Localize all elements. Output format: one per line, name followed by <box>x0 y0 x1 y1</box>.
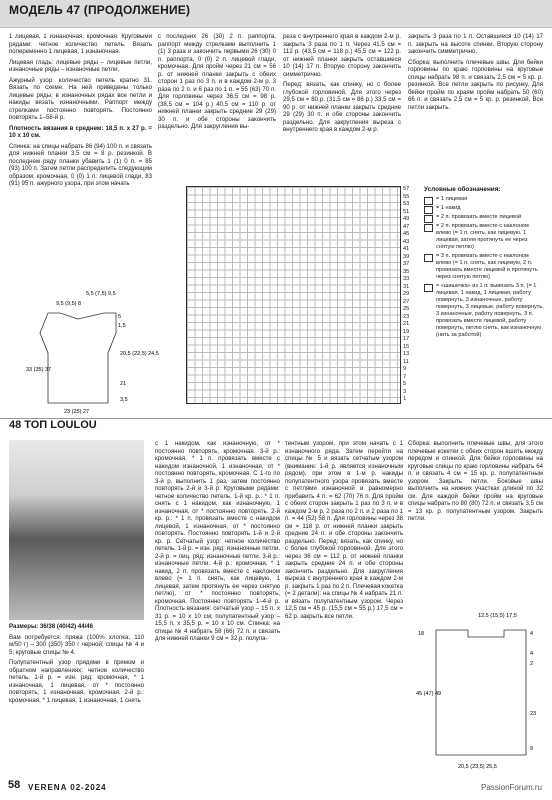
chart-row-number: 55 <box>403 193 410 200</box>
chart-row-number: 21 <box>403 321 410 327</box>
chart-row-number: 47 <box>403 223 410 230</box>
garment-outline <box>40 313 116 403</box>
paragraph: реза с внутреннего края в каждом 2-м р. закрыть 3 раза по 1 п. Через 41,5 см = 112 р. (43,5 см = 118 р.) 45,5 см = 122 р. от нижней планки закрыть оставшиеся 10 (14) 17 п. Вторую сторону закончить симметрично. <box>283 33 401 78</box>
chart-row-number: 15 <box>403 343 410 350</box>
paragraph: Полупатентный узор прядями в прямом и обратном направлениях: четное количество петель. 1-й р. = изн. ряд: кромочная, * 1 изнаночная, 1 лицевая, от * постоянно повторять, 1 изнаночная, кромочная. 2-й р.: кромочная, * 1 лицевая, 1 изнаночная, 1 снять <box>9 659 144 704</box>
chart-row-number: 51 <box>403 208 410 215</box>
chart-row-number: 33 <box>403 276 410 282</box>
legend-item: = 2 п. провязать вместе лицевой <box>424 214 544 221</box>
paragraph: тентным узором, при этом начать с 1 изнаночного ряда. Затем перейти на спицы № 5 и вязать сетчатым узором (внимание: 1-й р. является изнаночным рядом), при этом в 1-м р. накиды полупатентного узора провязать вместе с петлями изнаночной и равномерно прибавить 4 п. = 62 (70) 76 п. Для пройм с обеих сторон закрыть 1 раз по 3 п. и в каждом 2-м р. 2 раза по 2 п. и 2 раза по 1 п. = 44 (52) 58 п. Для горловины через 38 см = 118 р. от нижней планки закрыть средние 24 п. и обе стороны закончить раздельно. Перед: вязать, как спинку, но с более глубокой горловиной. Для этого через 36 см = 112 р. от нижней планки закрыть средние 24 п. и обе стороны закончить раздельно. Для закругления выреза с внутреннего края в каждом 2-м р. закрыть 1 раз по 2 п. Плечевая кокетка (= 2 детали): на спицы № 4 набрать 21 п. и вязать полупатентным узором. Через 12,5 см = 45 р. (15,5 см = 55 р.) 17,5 см = 62 р. закрыть все петли. <box>285 440 403 620</box>
chart-row-number: 13 <box>403 351 410 357</box>
chart-row-number: 19 <box>403 328 410 335</box>
chart-row-number: 1 <box>403 396 407 402</box>
chart-row-number: 17 <box>403 336 410 342</box>
dim-label: 23 (25) 27 <box>64 409 90 415</box>
chart-row-number: 37 <box>403 261 410 267</box>
dim-label: 4 <box>530 651 534 657</box>
text-column-48-d <box>408 440 543 526</box>
dim-label: 45 (47) 49 <box>416 691 442 697</box>
dim-label: 21 <box>120 381 127 387</box>
chart-row-number: 3 <box>403 388 407 395</box>
dim-label: 20,5 (23,5) 25,5 <box>458 764 497 770</box>
legend-item: = «шишечка» из 1 п. вывязать 3 п. (= 1 лицевая, 1 накид, 1 лицевая, работу повернуть, 3 изнаночные, работу повернуть, 3 лицевые, работу повернуть, 3 изнаночные, работу повернуть, 3 п. провязать вместе лицевой, работу повернуть, петлю снять, как изнаночную (нить за работой) <box>424 283 544 339</box>
chart-row-number: 43 <box>403 238 410 245</box>
text-column-2 <box>158 33 276 134</box>
paragraph: с последних 26 (30) 2 п. раппорта, раппорт между стрелками выполнить 1 (1) 3 раза и закончить первыми 26 (30) 0 п. раппорта, 0 (0) 2 п. лицевой глади, кромочная. Для пройм через 21 см = 56 р. от нижней планки закрыть с обеих сторон 1 раз по 3 п. и в каждом 2-м р. 3 раза по 2 п. и 6 раз по 1 п. = 55 (63) 70 п. Для горловины через 36,5 см = 98 р. (38,5 см = 104 р.) 40,5 см = 110 р. от нижней планки закрыть средние 29 (29) 30 п. и обе стороны закончить раздельно. Для закругления вы- <box>158 33 276 130</box>
dim-label: 9,5 (9,5) 8 <box>56 301 82 307</box>
chart-row-numbers <box>403 186 417 404</box>
magazine-name: VERENA 02-2024 <box>28 783 107 792</box>
pattern-schema-back <box>8 283 159 415</box>
dim-label: 9 <box>530 746 534 752</box>
paragraph: Перед: вязать, как спинку, но с более глубокой горловиной. Для этого через 29,5 см = 80 р. (31,5 см = 86 р.) 33,5 см = 90 р. от нижней планки закрыть средние 29 (29) 30 п. и обе стороны закончить раздельно. Для закругления выреза с внутреннего края в каждом 2-м р. <box>283 81 401 133</box>
chart-row-number: 49 <box>403 216 410 222</box>
sizes: Размеры: 36/38 (40/42) 44/46 <box>9 623 94 630</box>
chart-row-number: 9 <box>403 366 407 372</box>
text-column-3 <box>283 33 401 137</box>
chart-row-number: 35 <box>403 268 410 275</box>
legend-item: = 1 накид <box>424 205 544 212</box>
garment-outline <box>436 630 526 755</box>
chart-legend <box>424 186 544 341</box>
legend-title: Условные обозначения: <box>424 186 501 193</box>
site-watermark: PassionForum.ru <box>481 783 542 792</box>
paragraph: с 1 накидом, как изнаночную, от * постоянно повторять, кромочная. 3-й р.: кромочная, * 1 п. провязать вместе с накидом изнаночной, 1 изнаночная, от * постоянно повторять, кромочная. С 1-го по 3-й р. выполнить 1 раз, затем постоянно повторять 2-й и 3-й р. Круговыми рядами: четное количество петель. 1-й кр. р.: * 1 п. снять с 1 накидом, как изнаночную, 1 изнаночная, от * постоянно повторять. 2-й кр. р.: * 1 п. провязать вместе с накидом лицевой, 1 изнаночная, от * постоянно повторять. Постоянно повторять 1-й и 2-й кр. р. Сетчатый узор: четное количество петель. 1-й р. = изн. ряд: изнаночные петли. 2-й р. = лиц. ряд: изнаночные петли. 3-й р.: изнаночные петли. 4-й р.: кромочная, * 1 накид, 2 п. провязать вместе с наклоном влево (= 1 п. снять, как лицевую, 1 лицевая, затем протянуть ее через снятую петлю), от * постоянно повторять, кромочная. Постоянно повторять 1–4-й р. Плотность вязания: сетчатый узор – 15 п. x 31 р. = 10 x 10 см; полупатентный узор – 15,5 п. x 35,5 р. = 10 x 10 см. Спинка: на спицы № 4 набрать 58 (66) 72 п. и связать для нижней планки 9 см = 32 р. полупа- <box>155 440 280 642</box>
page-number: 58 <box>8 779 21 791</box>
legend-item: = 3 п. провязать вместе с наклоном влево (= 1 п. снять, как лицевую, 2 п. провязать вместе лицевой и протянуть через снятую петлю) <box>424 253 544 281</box>
chart-row-number: 5 <box>403 381 407 387</box>
chart-row-number: 23 <box>403 313 410 320</box>
legend-item: = 1 лицевая <box>424 196 544 203</box>
dim-label: 12,5 (15,5) 17,5 <box>478 613 517 619</box>
text-column-48-a <box>9 623 144 707</box>
dim-label: 4 <box>530 631 534 637</box>
chart-row-number: 31 <box>403 283 410 290</box>
dim-label: 5 <box>118 314 122 320</box>
knitting-chart <box>186 186 401 404</box>
chart-row-number: 53 <box>403 201 410 207</box>
dim-label: 33 (35) 37 <box>26 367 52 373</box>
paragraph: закрыть 3 раза по 1 п. Оставшиеся 10 (14) 17 п. закрыть на высоте спинки. Вторую сторону закончить симметрично. <box>408 33 543 55</box>
dim-label: 1,5 <box>118 323 126 329</box>
chart-row-number: 29 <box>403 291 410 297</box>
paragraph: Лицевая гладь: лицевые ряды – лицевые петли, изнаночные ряды – изнаночные петли. <box>9 58 152 73</box>
paragraph: Ажурный узор: количество петель кратно 31. Вязать по схеме. На ней приведены только лицевые ряды; в изнаночных рядах все петли и накиды вязать изнаночными. Раппорт между стрелками постоянно повторять. Постоянно повторять 1–58-й р. <box>9 76 152 121</box>
chart-row-number: 7 <box>403 373 407 380</box>
paragraph: 1 лицевая, 1 изнаночная, кромочная. Круговыми рядами: четное количество петель. Вязать попеременно 1 лицевая, 1 изнаночная. <box>9 33 152 55</box>
text-column-48-c <box>285 440 403 623</box>
materials: Вам потребуется: пряжа (100% хлопка; 110 м/50 г) – 300 (350) 350 г черной; спицы № 4 и 5; круговые спицы № 4. <box>9 633 144 656</box>
model-title: МОДЕЛЬ 47 (ПРОДОЛЖЕНИЕ) <box>9 3 191 17</box>
text-column-48-b <box>155 440 280 646</box>
chart-row-number: 39 <box>403 253 410 260</box>
legend-item: = 2 п. провязать вместе с наклоном влево (= 1 п. снять, как лицевую, 1 лицевая, затем протянуть ее через снятую петлю) <box>424 223 544 251</box>
model-48-title: 48 ТОП LOULOU <box>9 419 97 431</box>
dim-label: 23 <box>530 711 537 717</box>
chart-row-number: 11 <box>403 358 409 365</box>
chart-row-number: 25 <box>403 306 410 312</box>
dim-label: 2 <box>530 661 534 667</box>
paragraph: Плотность вязания в среднем: 18,5 п. x 27 р. = 10 x 10 см. <box>9 124 152 139</box>
text-column-1 <box>9 33 152 191</box>
chart-row-number: 57 <box>403 186 410 192</box>
paragraph: Сборка: выполнить плечевые швы. Для бейки горловины по краю горловины на круговые спицы набрать 98 п. и связать 2,5 см = 5 кр. р. резинкой. Все петли закрыть по рисунку. Для бейки пройм по краям пройм набрать 50 (60) 66 п. и связать 2,5 см = 5 кр. р. резинкой. Все петли закрыть. <box>408 58 543 111</box>
paragraph: Сборка: выполнить плечевые швы, для этого плечевые кокетки с обеих сторон вшить между передом и спинкой. Для бейки горловины на круговые спицы по краю горловины набрать 64 п. и связать 4 см = 15 кр. р. полупатентным узором. Закрыть петли. Боковые швы выполнить на нижних участках длиной по 32 см. Для каждой бейки пройм на круговые спицы набрать по 80 (80) 72 п. и связать 3,5 см = 13 кр. р. полупатентным узором. Закрыть петли. <box>408 440 543 522</box>
chart-row-number: 27 <box>403 298 410 305</box>
chart-row-number: 41 <box>403 246 410 252</box>
chart-row-number: 45 <box>403 231 410 237</box>
text-column-4 <box>408 33 543 114</box>
dim-label: 3,5 <box>120 397 128 403</box>
dim-label: 20,5 (22,5) 24,5 <box>120 351 159 357</box>
dim-label: 18 <box>418 631 425 637</box>
page-header-bar <box>0 0 552 28</box>
pattern-schema-top <box>408 605 548 773</box>
dim-label: 5,5 (7,5) 9,5 <box>86 291 116 297</box>
paragraph: Спинка: на спицы набрать 86 (94) 100 п. и связать для нижней планки 3,5 см = 8 р. резинкой. В последнем ряду планки убавить 1 (1) 0 п. = 85 (93) 100 п. Затем петли распределить следующим образом: кромочная, 0 (0) 1 п. лицевой глади, 83 (91) 95 п. ажурного узора, при этом начать <box>9 142 152 187</box>
model-photo <box>9 440 144 620</box>
